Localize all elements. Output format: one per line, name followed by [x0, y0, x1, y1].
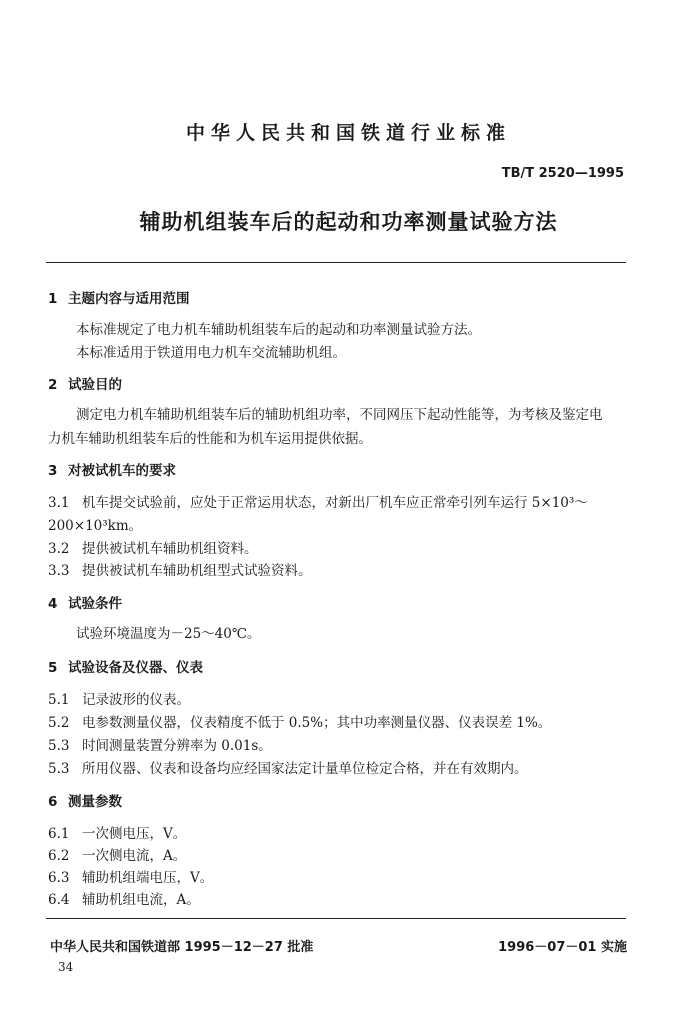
item-text: 记录波形的仪表。	[82, 692, 190, 708]
list-item	[48, 761, 528, 777]
item-number: 5.3	[48, 738, 70, 754]
section-number: 2	[48, 377, 58, 393]
paragraph: 试验环境温度为－25～40℃。	[76, 626, 261, 642]
list-item	[48, 738, 272, 754]
document-title: 辅助机组装车后的起动和功率测量试验方法	[139, 210, 558, 234]
section-title: 主题内容与适用范围	[68, 291, 190, 307]
item-text: 提供被试机车辅助机组资料。	[82, 541, 258, 557]
section-title: 测量参数	[68, 794, 122, 810]
list-item	[48, 870, 213, 886]
footer-divider	[46, 918, 626, 919]
list-item-continuation: 200×10³km。	[48, 518, 143, 534]
section-title: 试验条件	[68, 596, 122, 612]
item-number: 6.2	[48, 848, 70, 864]
section-number: 1	[48, 291, 58, 307]
item-text: 辅助机组电流，A。	[82, 892, 200, 908]
header-divider	[46, 262, 626, 263]
section-number: 4	[48, 596, 58, 612]
section-number: 3	[48, 463, 58, 479]
section-title: 试验目的	[68, 377, 122, 393]
list-item	[48, 495, 588, 511]
list-item	[48, 892, 200, 908]
item-number: 3.1	[48, 495, 70, 511]
page-number: 34	[58, 960, 74, 974]
section-number: 5	[48, 660, 58, 676]
paragraph: 本标准适用于铁道用电力机车交流辅助机组。	[76, 345, 346, 361]
item-text: 电参数测量仪器，仪表精度不低于 0.5%；其中功率测量仪器、仪表误差 1%。	[82, 715, 552, 731]
list-item	[48, 563, 312, 579]
paragraph: 本标准规定了电力机车辅助机组装车后的起动和功率测量试验方法。	[76, 322, 481, 338]
section-6-heading	[48, 794, 122, 810]
section-4-heading	[48, 596, 122, 612]
section-5-heading	[48, 660, 203, 676]
list-item	[48, 692, 190, 708]
section-1-heading	[48, 291, 190, 307]
list-item	[48, 715, 551, 731]
item-number: 6.4	[48, 892, 70, 908]
item-text: 一次侧电流，A。	[82, 848, 187, 864]
list-item	[48, 541, 258, 557]
approval-line: 中华人民共和国铁道部 1995－12－27 批准	[50, 940, 314, 955]
item-text: 时间测量装置分辨率为 0.01s。	[82, 738, 272, 754]
section-number: 6	[48, 794, 58, 810]
section-title: 对被试机车的要求	[68, 463, 176, 479]
section-3-heading	[48, 463, 176, 479]
item-text: 一次侧电压，V。	[82, 826, 187, 842]
item-number: 3.2	[48, 541, 70, 557]
item-text: 提供被试机车辅助机组型式试验资料。	[82, 563, 312, 579]
item-number: 5.3	[48, 761, 70, 777]
standard-org-title: 中华人民共和国铁道行业标准	[185, 122, 511, 144]
standard-number: TB/T 2520—1995	[501, 166, 624, 181]
item-number: 5.1	[48, 692, 70, 708]
paragraph-continuation: 力机车辅助机组装车后的性能和为机车运用提供依据。	[48, 431, 372, 447]
item-number: 6.3	[48, 870, 70, 886]
item-number: 5.2	[48, 715, 70, 731]
item-text: 机车提交试验前，应处于正常运用状态，对新出厂机车应正常牵引列车运行 5×10³～	[82, 495, 588, 511]
item-text: 所用仪器、仪表和设备均应经国家法定计量单位检定合格，并在有效期内。	[82, 761, 528, 777]
item-number: 6.1	[48, 826, 70, 842]
list-item	[48, 826, 186, 842]
section-2-heading	[48, 377, 122, 393]
item-text: 辅助机组端电压，V。	[82, 870, 214, 886]
implementation-date: 1996－07－01 实施	[498, 940, 627, 955]
item-number: 3.3	[48, 563, 70, 579]
section-title: 试验设备及仪器、仪表	[68, 660, 203, 676]
paragraph: 测定电力机车辅助机组装车后的辅助机组功率，不同网压下起动性能等，为考核及鉴定电	[76, 407, 603, 423]
list-item	[48, 848, 186, 864]
